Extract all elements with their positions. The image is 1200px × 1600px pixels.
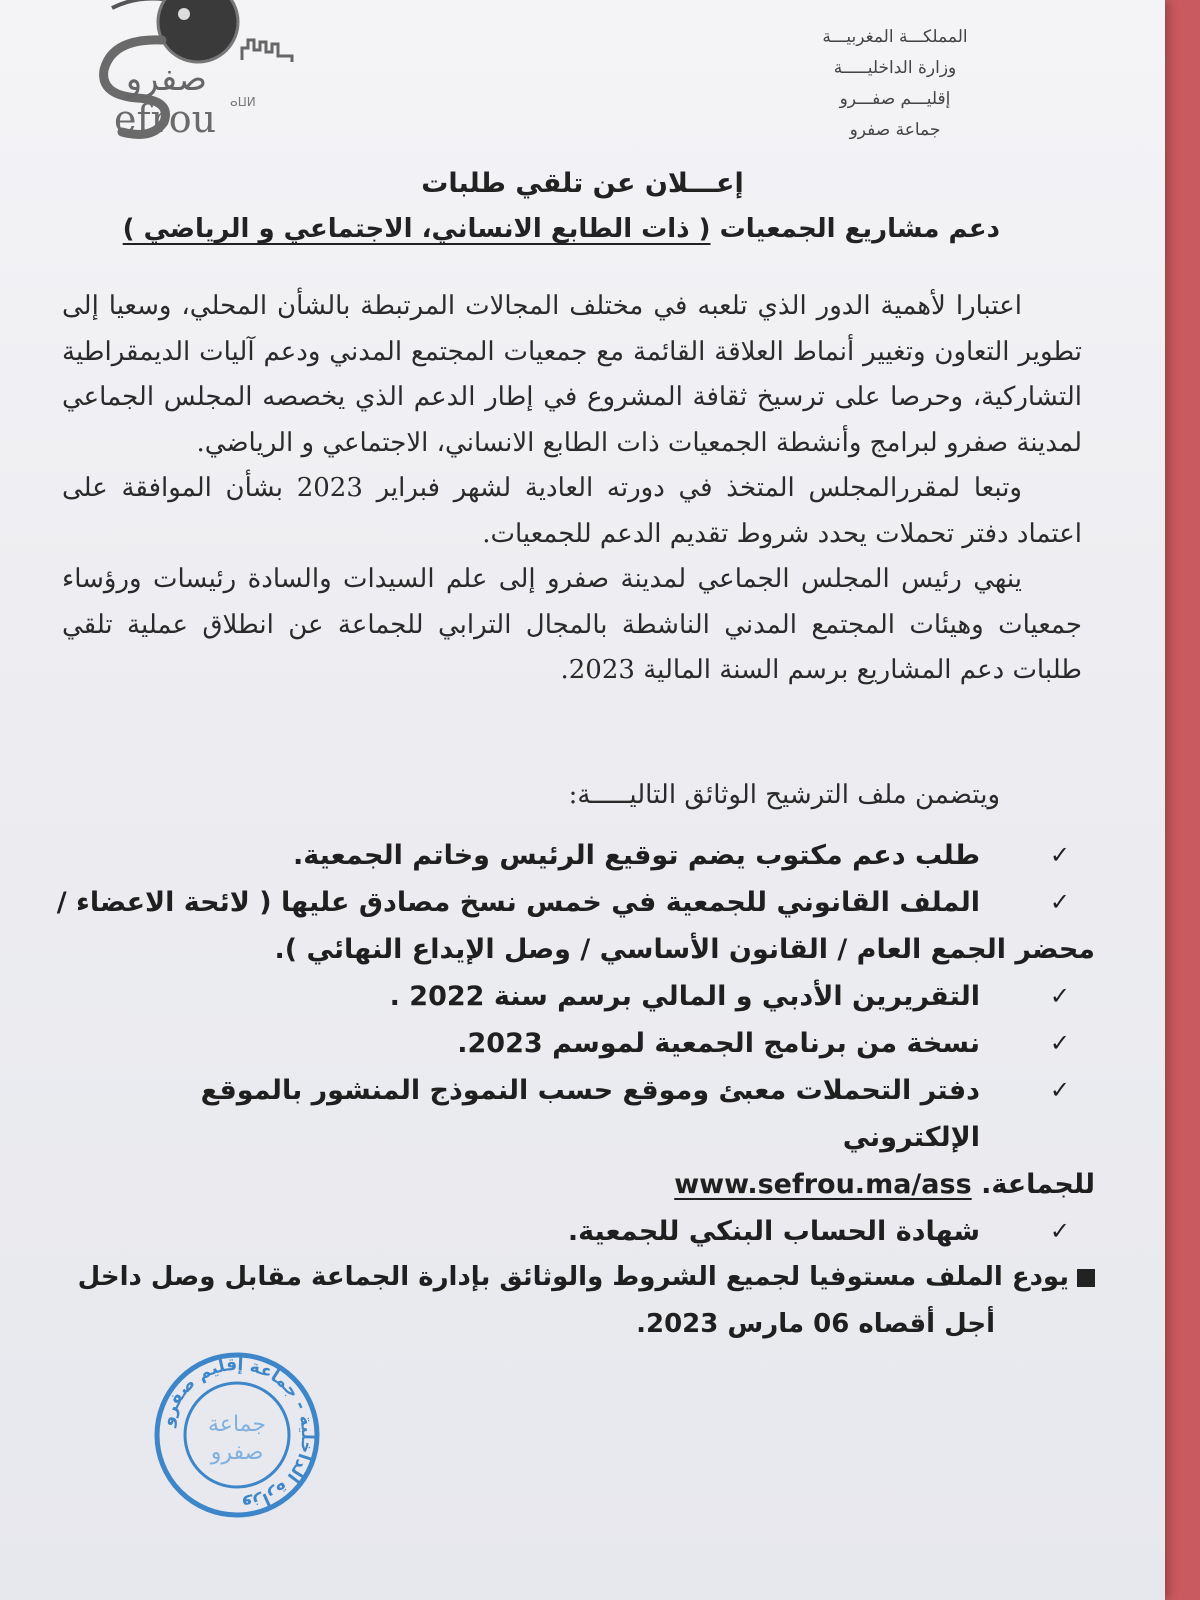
list-item [55, 1020, 1095, 1067]
document-item-text: التقريرين الأدبي و المالي برسم سنة 2022 . [389, 981, 980, 1012]
check-icon: ✓ [1049, 1076, 1070, 1104]
official-stamp [142, 1345, 332, 1525]
check-icon: ✓ [1049, 888, 1070, 916]
document-item-text: نسخة من برنامج الجمعية لموسم 2023. [457, 1028, 980, 1059]
list-item [55, 973, 1095, 1020]
documents-list [55, 832, 1095, 1255]
check-icon: ✓ [1049, 1217, 1070, 1245]
svg-text:ⴰⵡⵍ: ⴰⵡⵍ [230, 95, 256, 109]
list-item [55, 1067, 1095, 1208]
header-line-kingdom: المملكـــة المغربيـــة [822, 27, 968, 47]
document-item-text: شهادة الحساب البنكي للجمعية. [567, 1216, 980, 1247]
check-icon: ✓ [1049, 982, 1070, 1010]
document-item-text: طلب دعم مكتوب يضم توقيع الرئيس وخاتم الجمعية. [293, 840, 980, 871]
document-item-text: دفتر التحملات معبئ وموقع حسب النموذج المنشور بالموقع الإلكتروني [200, 1075, 980, 1153]
paragraph-council-decision: وتبعا لمقررالمجلس المتخذ في دورته العادية لشهر فبراير 2023 بشأن الموافقة على اعتماد دفتر تحملات يحدد شروط تقديم الدعم للجمعيات. [62, 473, 1082, 549]
document-item-text: الملف القانوني للجمعية في خمس نسخ مصادق عليها ( لائحة الاعضاء / [56, 887, 980, 918]
header-line-commune: جماعة صفرو [849, 120, 941, 140]
stamp-inner-line-2: صفرو [210, 1440, 264, 1465]
deadline-line-2: أجل أقصاه 06 مارس 2023. [636, 1309, 995, 1339]
paragraph-intro: اعتبارا لأهمية الدور الذي تلعبه في مختلف المجالات المرتبطة بالشأن المحلي، وسعيا إلى تطوير التعاون وتغيير أنماط العلاقة القائمة مع جمعيات المجتمع المدني ودعم آليات الديمقراطية التشاركية، وحرصا على ترسيخ ثقافة المشروع في إطار الدعم الذي يخصصه المجلس الجماعي لمدينة صفرو لبرامج وأنشطة الجمعيات ذات الطابع الانساني، الاجتماعي و الرياضي. [62, 291, 1082, 458]
square-bullet-icon [1077, 1269, 1095, 1287]
continuation-text: للجماعة. [981, 1169, 1095, 1200]
stamp-outer-text: وزارة الداخلية - جماعة إقليم صفرو [157, 1354, 318, 1515]
page-subtitle [123, 214, 1000, 244]
page-title: إعـــلان عن تلقي طلبات [421, 168, 744, 199]
sefrou-logo [92, 0, 312, 150]
logo-arabic-text: صفرو [125, 59, 207, 99]
document-item-continuation: محضر الجمع العام / القانون الأساسي / وصل الإيداع النهائي ). [274, 934, 1095, 965]
stamp-inner-line-1: جماعة [208, 1412, 266, 1437]
deadline-notice [55, 1254, 1095, 1348]
subtitle-underlined: ( ذات الطابع الانساني، الاجتماعي و الرياضي ) [122, 214, 711, 244]
ministry-header [765, 22, 1025, 146]
document-item-continuation [55, 1161, 1095, 1208]
documents-intro: ويتضمن ملف الترشيح الوثائق التاليـــــة: [568, 780, 1000, 810]
stamp-graphic [142, 1345, 332, 1525]
check-icon: ✓ [1049, 1029, 1070, 1057]
announcement-body [62, 284, 1082, 694]
logo-latin-text: efrou [114, 97, 217, 141]
header-line-ministry: وزارة الداخليـــــة [833, 58, 957, 78]
paragraph-announcement: ينهي رئيس المجلس الجماعي لمدينة صفرو إلى علم السيدات والسادة رئيسات ورؤساء جمعيات وهيئات المجتمع المدني الناشطة بالمجال الترابي للجماعة عن انطلاق عملية تلقي طلبات دعم المشاريع برسم السنة المالية 2023. [62, 564, 1082, 685]
list-item [55, 879, 1095, 973]
header-line-province: إقليـــم صفـــرو [839, 89, 951, 109]
website-link[interactable]: www.sefrou.ma/ass [674, 1169, 972, 1200]
list-item [55, 832, 1095, 879]
deadline-line-1: يودع الملف مستوفيا لجميع الشروط والوثائق بإدارة الجماعة مقابل وصل داخل [77, 1262, 1069, 1292]
check-icon: ✓ [1049, 841, 1070, 869]
list-item [55, 1208, 1095, 1255]
subtitle-prefix: دعم مشاريع الجمعيات [719, 214, 1000, 244]
sefrou-logo-graphic [92, 0, 312, 150]
